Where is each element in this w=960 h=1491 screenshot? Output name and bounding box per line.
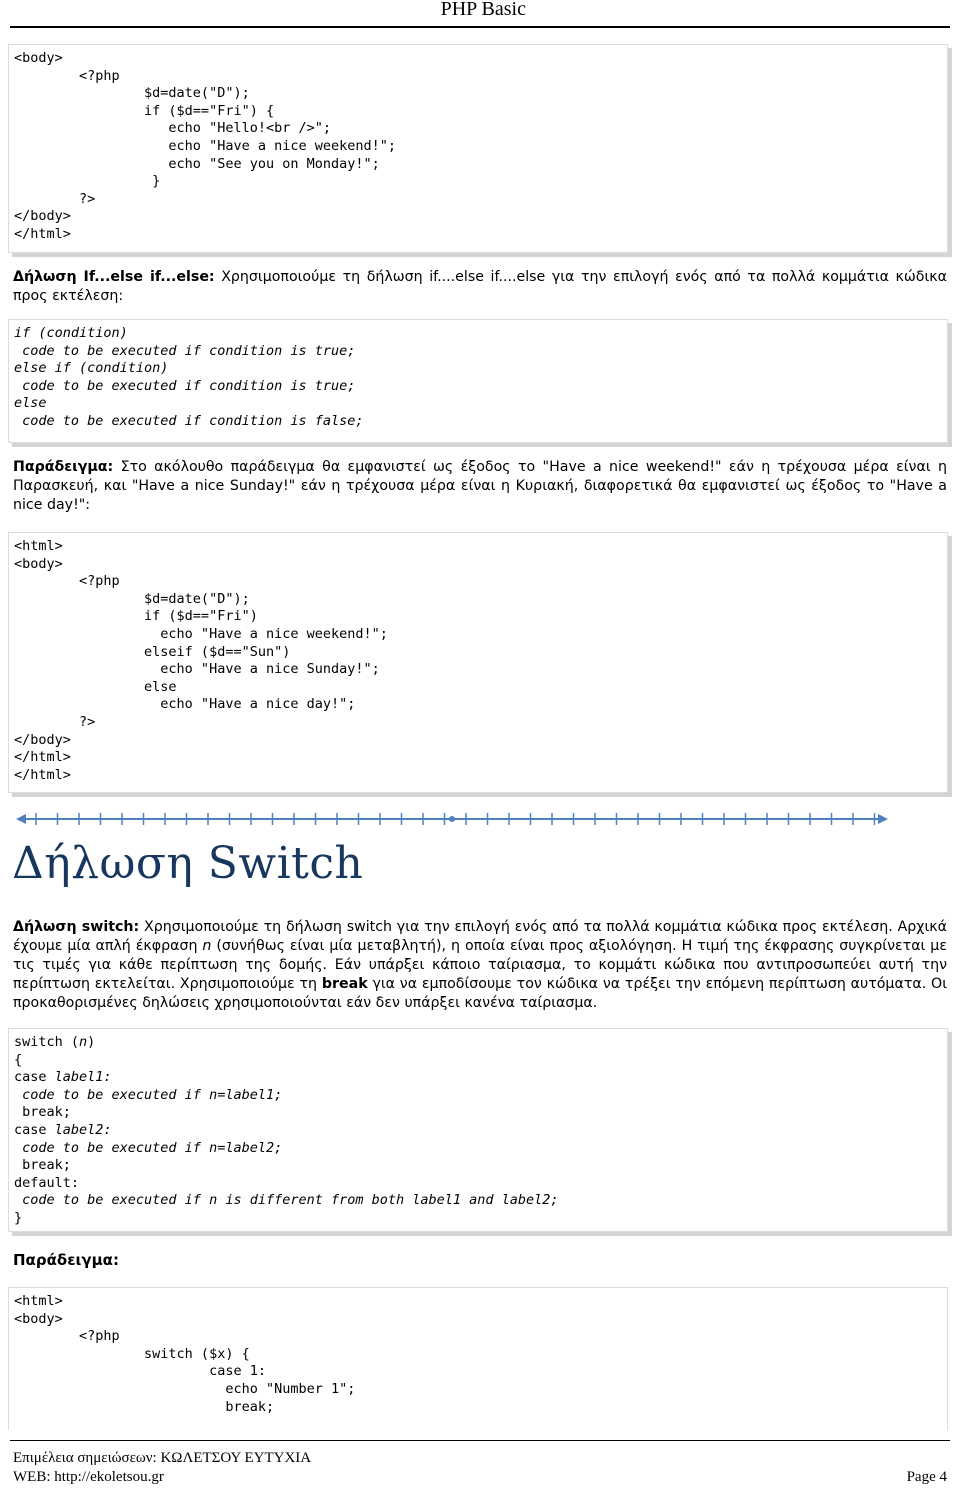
page-header-title: PHP Basic [440, 0, 526, 20]
code-line: code to be executed if n is different from both label1 and label2; [14, 1192, 559, 1209]
paragraph-switch-intro [13, 918, 947, 1013]
code-line: break; [14, 1157, 71, 1174]
paragraph-text: Στο ακόλουθο παράδειγμα θα εμφανιστεί ως έξοδος το "Have a nice weekend!" εάν η τρέχουσα μέρα είναι η Παρασκευή, και "Have a nice Sunday!" εάν η τρέχουσα μέρα είναι η Κυριακή, διαφορετικά θα εμφανιστεί ως έξοδος το "Have a nice day!": [13, 459, 947, 513]
code-line: code to be executed if n=label2; [14, 1139, 283, 1156]
paragraph-text: Χρησιμοποιούμε τη δήλωση if....else if....else για την επιλογή ενός από τα πολλά κομμάτια κώδικα προς εκτέλεση: [13, 269, 947, 304]
bold-keyword-break: break [321, 976, 368, 992]
code-text: <body> <?php $d=date("D"); if ($d=="Fri") { echo "Hello!<br />"; echo "Have a nice weekend!"; echo "See you on Monday!"; } ?> </body> </html> [14, 50, 397, 242]
code-line: case label2: [14, 1121, 112, 1138]
example-label: Παράδειγμα: [13, 1251, 119, 1269]
code-text [9, 1029, 947, 1228]
code-block-elseif-syntax [8, 319, 948, 443]
paragraph-text: για να εμποδίσουμε τον κώδικα να τρέξει την επόμενη περίπτωση αυτόματα. Οι προκαθορισμένες δηλώσεις χρησιμοποιούνται εάν δεν υπάρξει κανένα ταίριασμα. [13, 976, 947, 1011]
code-line: default: [14, 1174, 80, 1191]
code-text: if (condition) code to be executed if condition is true; else if (condition) code to be executed if condition is true; else code to be executed if condition is false; [14, 325, 364, 429]
decorative-ruler-divider [16, 810, 888, 828]
footer-rule [10, 1440, 950, 1441]
paragraph-text: Χρησιμοποιούμε τη δήλωση switch για την επιλογή ενός από τα πολλά κομμάτια κώδικα προς εκτέλεση. Αρχικά έχουμε μία απλή έκφραση [13, 919, 948, 954]
code-line: { [14, 1051, 23, 1068]
paragraph-elseif-example [13, 458, 947, 515]
code-line: break; [14, 1104, 71, 1121]
code-line: code to be executed if n=label1; [14, 1086, 283, 1103]
code-line: switch (n) [14, 1034, 96, 1050]
paragraph-bold-lead: Δήλωση switch: [13, 919, 140, 935]
italic-variable: n [202, 938, 212, 954]
code-text: <html> <body> <?php switch ($x) { case 1: echo "Number 1"; break; [14, 1293, 356, 1415]
code-line: case label1: [14, 1069, 112, 1086]
paragraph-bold-lead: Δήλωση If...else if...else: [13, 269, 215, 285]
footer-page-number: Page 4 [906, 1469, 947, 1485]
footer-editor: Επιμέλεια σημειώσεων: ΚΩΛΕΤΣΟΥ ΕΥΤΥΧΙΑ [13, 1450, 312, 1466]
code-block-elseif-example [8, 532, 948, 793]
code-text: <html> <body> <?php $d=date("D"); if ($d=="Fri") echo "Have a nice weekend!"; elseif ($d=="Sun") echo "Have a nice Sunday!"; else echo "Have a nice day!"; ?> </body> </html> </html> [14, 538, 388, 783]
header-rule [10, 26, 950, 28]
paragraph-elseif-intro [13, 268, 947, 306]
section-heading-switch: Δήλωση Switch [12, 838, 364, 889]
footer-web: WEB: http://ekoletsou.gr [13, 1469, 164, 1485]
code-block-switch-syntax [8, 1028, 948, 1232]
code-block-if-example [8, 44, 948, 253]
paragraph-text: (συνήθως είναι μία μεταβλητή), η οποία είναι προς αξιολόγηση. Η τιμή της έκφρασης συγκρίνεται με τις τιμές για κάθε περίπτωση της δομής. Εάν υπάρξει κάποιο ταίριασμα, το κομμάτι κώδικα που αντιπροσωπεύει αυτή την περίπτωση εκτελείται. Χρησιμοποιούμε τη [13, 938, 947, 992]
code-line: } [14, 1209, 23, 1226]
code-block-switch-example [8, 1287, 948, 1430]
paragraph-bold-lead: Παράδειγμα: [13, 459, 114, 475]
